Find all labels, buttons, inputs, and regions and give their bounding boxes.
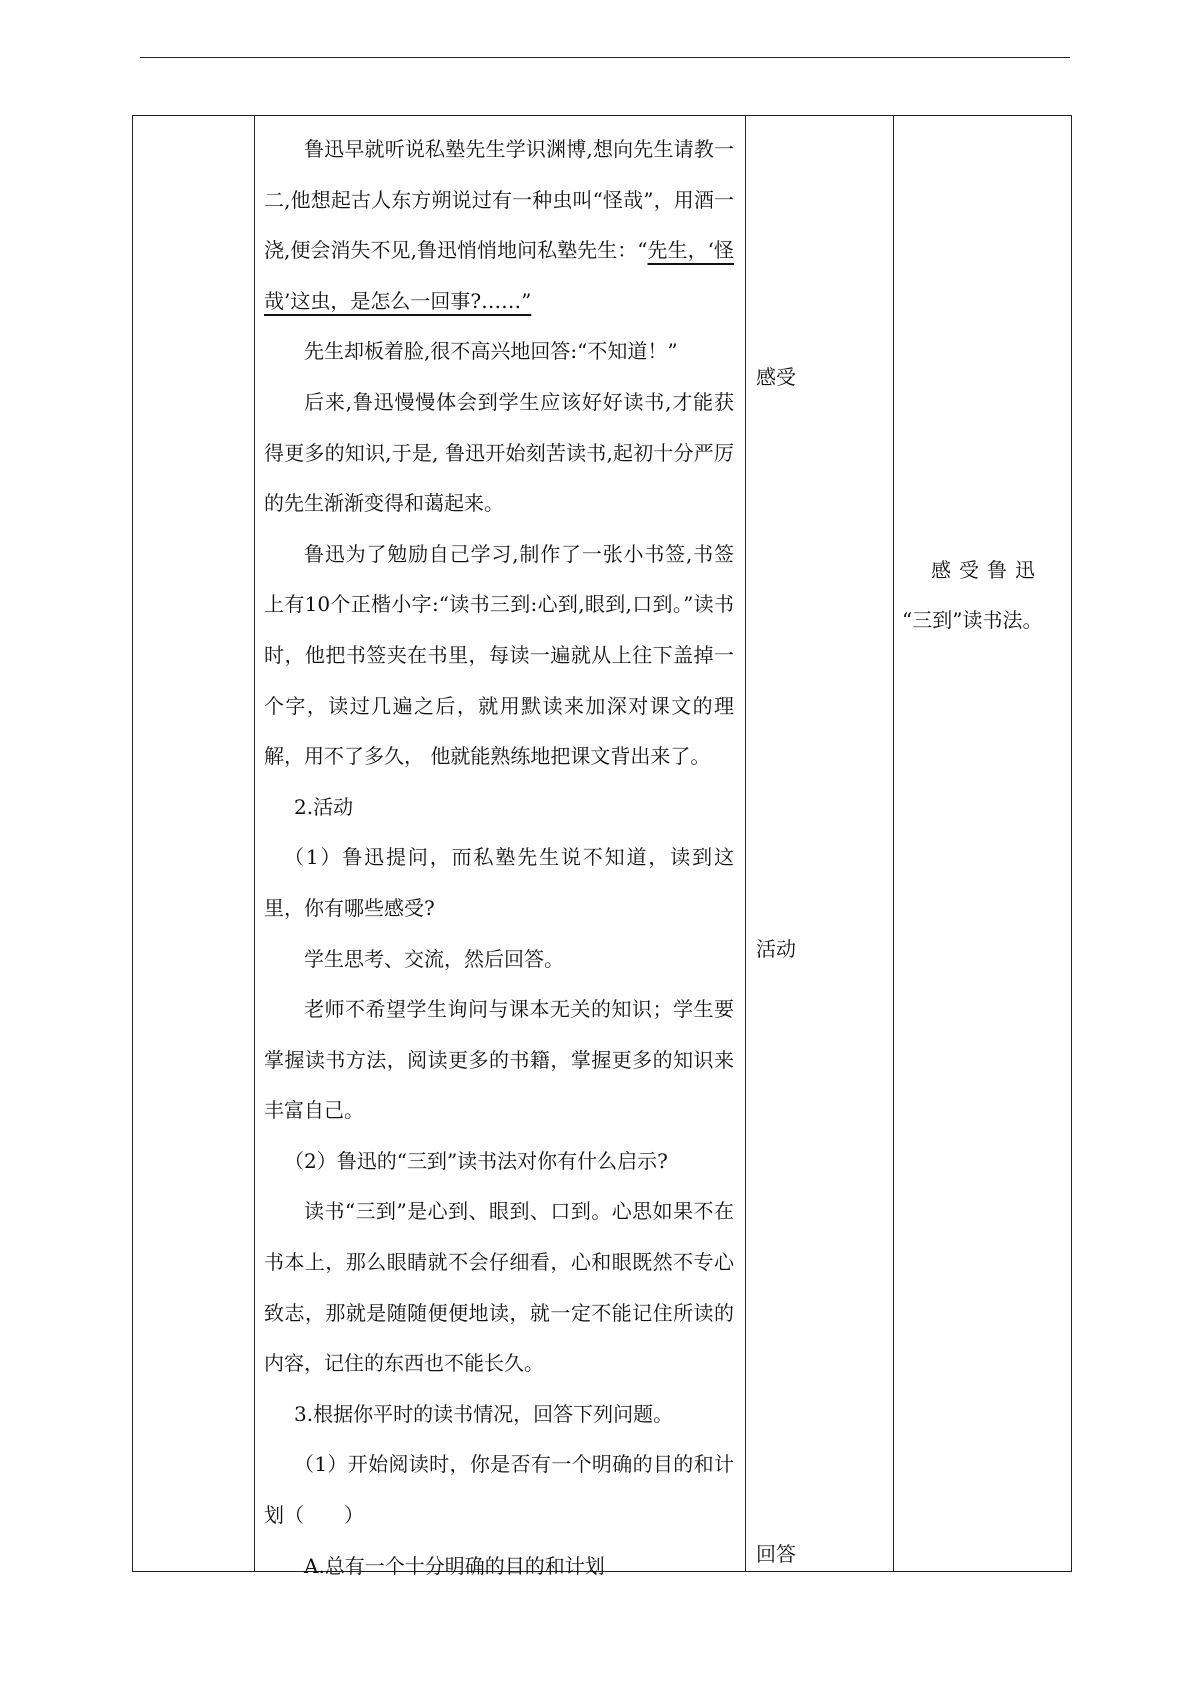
- table-divider-2: [745, 115, 746, 1572]
- answer-1: 学生思考、交流，然后回答。: [304, 946, 564, 971]
- teaching-goal: [902, 545, 1062, 645]
- teaching-content-column: [264, 124, 734, 1591]
- question-3: （1）开始阅读时，你是否有一个明确的目的和计划（ ）: [264, 1452, 734, 1528]
- answer-1-detail: 老师不希望学生询问与课本无关的知识；学生要掌握读书方法，阅读更多的书籍，掌握更多的知识来丰富自己。: [264, 997, 734, 1123]
- activity-label-answer: 回答: [756, 1542, 796, 1566]
- header-rule: [140, 57, 1070, 58]
- underlined-question: 先生，‘怪哉’这虫，是怎么一回事?……”: [264, 238, 734, 313]
- story-paragraph-3: 后来,鲁迅慢慢体会到学生应该好好读书,才能获得更多的知识,于是, 鲁迅开始刻苦读书,起初十分严厉的先生渐渐变得和蔼起来。: [264, 389, 734, 516]
- teaching-goal-line-2: “三到”读书法。: [902, 608, 1043, 632]
- section-heading-2: 2.活动: [294, 794, 354, 819]
- activity-label-feel: 感受: [756, 365, 796, 389]
- activity-label-activity: 活动: [756, 937, 796, 961]
- story-paragraph-1: 鲁迅早就听说私塾先生学识渊博,想向先生请教一二,他想起古人东方朔说过有一种虫叫“怪哉”，用酒一浇,便会消失不见,鲁迅悄悄地问私塾先生：“先生，‘怪哉’这虫，是怎么一回事?……”: [264, 137, 734, 313]
- question-1: （1）鲁迅提问，而私塾先生说不知道，读到这里，你有哪些感受?: [264, 845, 734, 920]
- story-paragraph-4: 鲁迅为了勉励自己学习,制作了一张小书签,书签上有10个正楷小字:“读书三到:心到,眼到,口到。”读书时，他把书签夹在书里，每读一遍就从上往下盖掉一个字，读过几遍之后，就用默读来加深对课文的理解，用不了多久， 他就能熟练地把课文背出来了。: [264, 541, 734, 769]
- answer-2: 读书“三到”是心到、眼到、口到。心思如果不在书本上，那么眼睛就不会仔细看，心和眼既然不专心致志，那就是随随便便地读，就一定不能记住所读的内容，记住的东西也不能长久。: [264, 1199, 734, 1376]
- table-divider-3: [893, 115, 894, 1572]
- table-divider-1: [254, 115, 255, 1572]
- story-paragraph-2: 先生却板着脸,很不高兴地回答:“不知道！”: [304, 339, 678, 364]
- teaching-goal-line-1: 感受鲁迅: [931, 558, 1043, 582]
- section-heading-3: 3.根据你平时的读书情况，回答下列问题。: [294, 1401, 674, 1426]
- option-a: A.总有一个十分明确的目的和计划: [304, 1553, 605, 1578]
- question-2: （2）鲁迅的“三到”读书法对你有什么启示?: [284, 1148, 668, 1173]
